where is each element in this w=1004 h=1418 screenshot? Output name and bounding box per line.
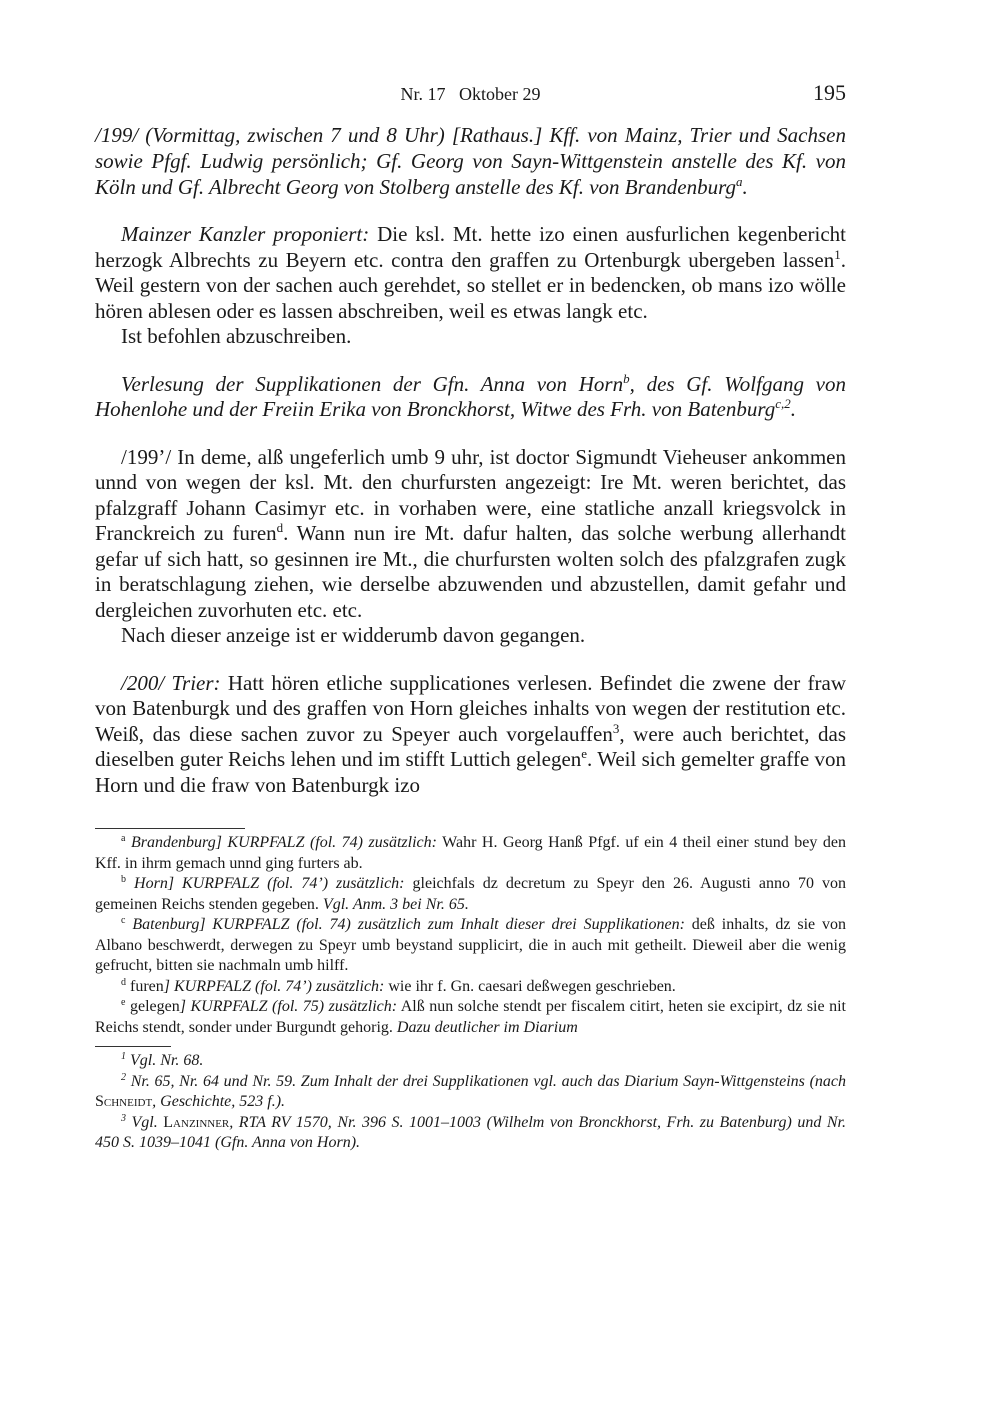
footnote-mark-c2[interactable]: c,2 bbox=[775, 396, 791, 411]
footnote-mark-3[interactable]: 3 bbox=[612, 720, 620, 736]
supplication-heading: Verlesung der Supplikationen der Gfn. Anna von Horn$^b$, des Gf. Wolfgang von Hohenlohe und der Freiin Erika von Bronckhorst, Witwe des Frh. von Batenburg$^{c,2}$. bbox=[95, 370, 846, 421]
session-heading: /199/ (Vormittag, zwischen 7 und 8 Uhr) [Rathaus.] Kff. von Mainz, Trier und Sachsen sowie Pfgf. Ludwig persönlich; Gf. Georg von Sayn-Wittgenstein anstelle des Kf. von Köln und Gf. Albrecht Georg von Stolberg anstelle des Kf. von Brandenburg$^a$. bbox=[95, 123, 846, 199]
paragraph-vieheuser: /199’/ In deme, alß ungeferlich umb 9 uhr, ist doctor Sigmundt Vieheuser ankommen unnd von wegen der ksl. Mt. den churfursten angezeigt: Ire Mt. weren berichtet, das pfalzgraff Johann Casimyr etc. in vorhaben were, eine statliche anzall kriegsvolck in Franckreich zu furen$^d$. Wann nun ire Mt. dafur halten, das solche werbung allerhandt gefar uf sich hatt, so gesinnen ire Mt., die churfursten wolten solch des pfalzgrafen zugk in beratschlagung ziehen, wie derselbe abzuwenden und abzustellen, damit gefahr und dergleichen zuvorhuten etc. etc. bbox=[95, 444, 846, 622]
footnote-divider bbox=[95, 828, 245, 829]
textual-footnotes bbox=[95, 833, 846, 1038]
footnote-divider-numeric bbox=[95, 1046, 171, 1047]
footnote-3: $^3$ Vgl. Lanzinner, RTA RV 1570, Nr. 396 S. 1001–1003 (Wilhelm von Bronckhorst, Frh. zu Batenburg) und Nr. 450 S. 1039–1041 (Gfn. Anna von Horn). bbox=[95, 1112, 847, 1151]
footnote-mark-a[interactable]: a bbox=[736, 174, 743, 189]
footnote-mark-b[interactable]: b bbox=[623, 370, 630, 386]
footnote-1: $^1$ Vgl. Nr. 68. bbox=[121, 1051, 204, 1069]
document-page bbox=[95, 78, 846, 1154]
page-header bbox=[95, 78, 846, 108]
paragraph-anzeige: Nach dieser anzeige ist er widderumb davon gegangen. bbox=[121, 623, 586, 647]
footnote-mark-e[interactable]: e bbox=[581, 746, 588, 761]
footnote-2: $^2$ Nr. 65, Nr. 64 und Nr. 59. Zum Inhalt der drei Supplikationen vgl. auch das Diarium Sayn-Wittgensteins (nach Schneidt, Geschichte, 523 f.). bbox=[95, 1071, 847, 1110]
page-number: 195 bbox=[813, 80, 846, 105]
footnote-a: $^a$ Brandenburg] KURPFALZ (fol. 74) zusätzlich: Wahr H. Georg Hanß Pfgf. uf ein 4 theil einer stund bey den Kff. in ihrm gemach unnd ging furters ab. bbox=[95, 833, 846, 872]
paragraph-mainz: Mainzer Kanzler proponiert: Die ksl. Mt. hette izo einen ausfurlichen kegenbericht herzogk Albrechts zu Beyern etc. contra den graffen zu Ortenburgk ubergeben lassen$^1$. Weil gestern von der sachen auch gerehdet, so stellet er in bedencken, ob mans izo wölle hören ablesen oder es lassen abschreiben, weil es etwas langk etc. bbox=[95, 222, 846, 323]
paragraph-trier: /200/ Trier: Hatt hören etliche supplicationes verlesen. Befindet die zwene der fraw von Batenburgk und des graffen von Horn gleiches inhalts von wegen der restitution etc. Weiß, das diese sachen zuvor zu Speyer auch vorgelauffen$^3$, were auch berichtet, das dieselben guter Reichs lehen und im stifft Luttich gelegen$^e$. Weil sich gemelter graffe von Horn und die fraw von Batenburgk izo bbox=[95, 670, 846, 797]
footnote-b: $^b$ Horn] KURPFALZ (fol. 74’) zusätzlich: gleichfals dz decretum zu Speyr den 26. Augusti anno 70 von gemeinen Reichs stenden gegeben. Vgl. Anm. 3 bei Nr. 65. bbox=[95, 874, 847, 913]
commentary-footnotes bbox=[95, 1051, 846, 1154]
paragraph-befohlen: Ist befohlen abzuschreiben. bbox=[121, 324, 352, 348]
main-text bbox=[95, 222, 846, 798]
footnote-mark-d[interactable]: d bbox=[276, 520, 284, 535]
running-title: Nr. 17 Oktober 29 bbox=[400, 84, 541, 104]
footnote-c: $^c$ Batenburg] KURPFALZ (fol. 74) zusätzlich zum Inhalt dieser drei Supplikationen: deß inhalts, dz sie von Albano beschwerdt, derwegen zu Speyr umb beystand supplicirt, die in auch mit getheilt. Dieweil aber die wenig gefrucht, bitten sie nachmaln umb hilff. bbox=[95, 915, 847, 974]
footnote-mark-1[interactable]: 1 bbox=[834, 246, 841, 262]
footnote-e: $^e$ gelegen] KURPFALZ (fol. 75) zusätzlich: Alß nun solche stendt per fiscalem citirt, heten sie excipirt, dz sie nit Reichs stendt, sonder under Burgundt gehorig. Dazu deutlicher im Diarium bbox=[95, 997, 847, 1036]
footnote-d: $^d$ furen] KURPFALZ (fol. 74’) zusätzlich: wie ihr f. Gn. caesari deßwegen geschrieben. bbox=[121, 976, 676, 995]
